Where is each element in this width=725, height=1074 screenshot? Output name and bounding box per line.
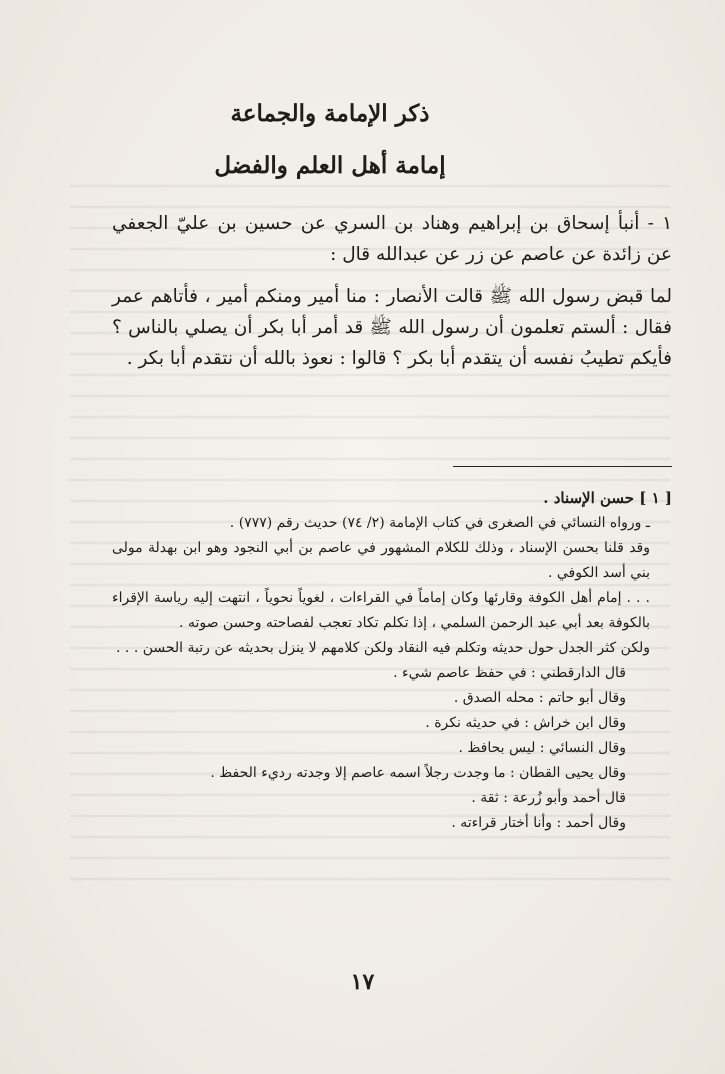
footnote-line: ولكن كثر الجدل حول حديثه وتكلم فيه النقاد ولكن كلامهم لا ينزل بحديثه عن رتبة الحسن . . . [116, 640, 650, 656]
footnote-line: ـ ورواه النسائي في الصغرى في كتاب الإمامة (٢/ ٧٤) حديث رقم (٧٧٧) . [229, 515, 650, 531]
footnote-line: وقد قلنا بحسن الإسناد ، وذلك للكلام المشهور في عاصم بن أبي النجود وهو ابن بهدلة مولى بني أسد الكوفي . [112, 540, 650, 581]
footnote-grade: [ ١ ] حسن الإسناد . [543, 489, 672, 507]
hadith-matn: لما قبض رسول الله ﷺ قالت الأنصار : منا أمير ومنكم أمير ، فأتاهم عمر فقال : ألستم تعلمون أن رسول الله ﷺ قد أمر أبا بكر أن يصلي بالناس ؟ فأيكم تطيبُ نفسه أن يتقدم أبا بكر ؟ قالوا : نعوذ بالله أن نتقدم أبا بكر . [112, 286, 672, 369]
footnote-quote: قال الدارقطني : في حفظ عاصم شيء . [393, 665, 626, 681]
footnote-quote: وقال النسائي : ليس بحافظ . [458, 740, 626, 756]
chapter-title: ذكر الإمامة والجماعة [230, 100, 430, 127]
footnote-quote: وقال أبو حاتم : محله الصدق . [453, 690, 626, 706]
footnote-quote: وقال ابن خراش : في حديثه نكرة . [425, 715, 626, 731]
hadith-isnad: ١ - أنبأ إسحاق بن إبراهيم وهناد بن السري عن حسين بن عليّ الجعفي عن زائدة عن عاصم عن زر عن عبدالله قال : [112, 213, 672, 265]
footnote-line: . . . إمام أهل الكوفة وقارئها وكان إماماً في القراءات ، لغوياً نحوياً ، انتهت إليه رياسة الإقراء بالكوفة بعد أبي عبد الرحمن السلمي ، إذا تكلم تكاد تعجب لفصاحته وحسن صوته . [112, 590, 650, 631]
footnote-quote: وقال أحمد : وأنا أختار قراءته . [451, 815, 626, 831]
footnote-quote: وقال يحيى القطان : ما وجدت رجلاً اسمه عاصم إلا وجدته رديء الحفظ . [210, 765, 626, 781]
footnote-divider [453, 466, 672, 467]
footnotes [112, 486, 672, 836]
section-title: إمامة أهل العلم والفضل [214, 152, 446, 179]
page-number: ١٧ [350, 969, 375, 995]
hadith-text [112, 208, 672, 374]
footnote-quote: قال أحمد وأبو زُرعة : ثقة . [471, 790, 626, 806]
